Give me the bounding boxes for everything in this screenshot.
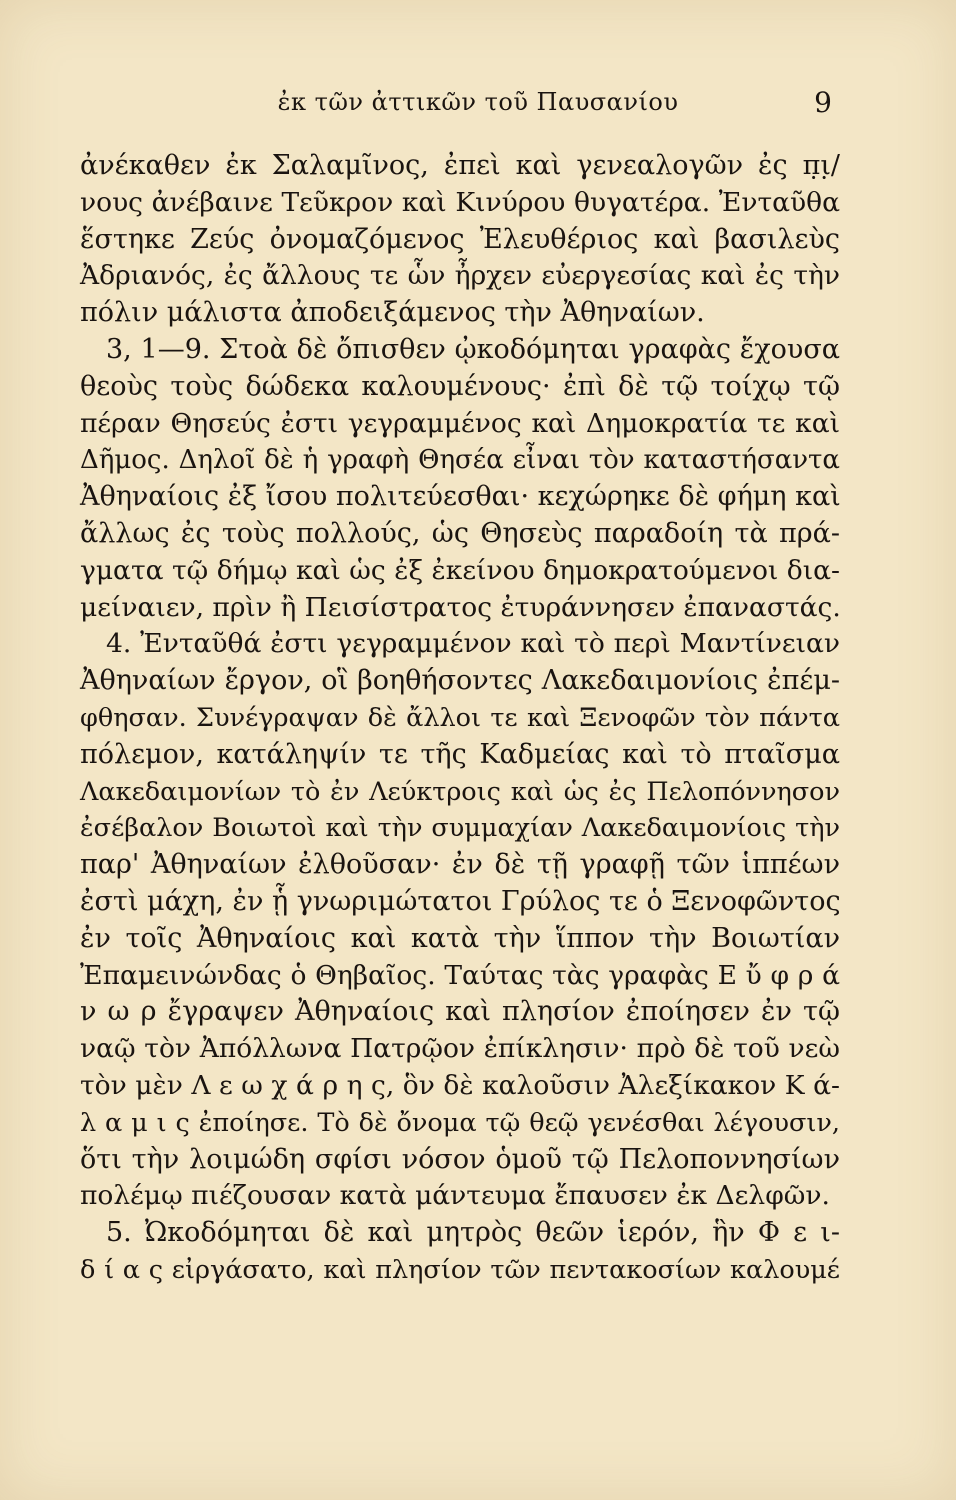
text-line: λ α μ ι ς ἐποίησε. Τὸ δὲ ὄνομα τῷ θεῷ γενέσθαι λέγουσιν, <box>80 1107 840 1138</box>
text-line: ναῷ τὸν Ἀπόλλωνα Πατρῷον ἐπίκλησιν· πρὸ δὲ τοῦ νεὼ <box>80 1033 840 1065</box>
text-line: Ἐπαμεινώνδας ὁ Θηβαῖος. Ταύτας τὰς γραφὰς Ε ὔ φ ρ ά <box>80 959 840 991</box>
text-line: ὅτι τὴν λοιμώδη σφίσι νόσον ὁμοῦ τῷ Πελοποννησίων <box>80 1143 840 1175</box>
page-header <box>0 88 956 128</box>
text-line: νους ἀνέβαινε Τεῦκρον καὶ Κινύρου θυγατέρα. Ἐνταῦθα <box>80 186 840 218</box>
text-line: γματα τῷ δήμῳ καὶ ὡς ἐξ ἐκείνου δημοκρατούμενοι δια- <box>80 554 840 586</box>
text-line: ἐστὶ μάχη, ἐν ᾗ γνωριμώτατοι Γρύλος τε ὁ Ξενοφῶντος <box>80 885 841 917</box>
text-line: 5. Ὠκοδόμηται δὲ καὶ μητρὸς θεῶν ἱερόν, ἣν Φ ε ι- <box>106 1217 840 1249</box>
text-line: ἀνέκαθεν ἐκ Σαλαμῖνος, ἐπεὶ καὶ γενεαλογῶν ἐς π̣ι̣/ <box>80 150 840 181</box>
page-number: 9 <box>814 86 832 119</box>
text-line: μείναιεν, πρὶν ἢ Πεισίστρατος ἐτυράννησεν ἐπαναστάς. <box>80 591 841 623</box>
text-line: ἐν τοῖς Ἀθηναίοις καὶ κατὰ τὴν ἵππον τὴν Βοιωτίαν <box>80 922 840 954</box>
text-line: πέραν Θησεύς ἐστι γεγραμμένος καὶ Δημοκρατία τε καὶ <box>80 407 840 439</box>
text-line: φθησαν. Συνέγραψαν δὲ ἄλλοι τε καὶ Ξενοφῶν τὸν πάντα <box>80 702 840 733</box>
running-title: ἐκ τῶν ἀττικῶν τοῦ Παυσανίου <box>277 88 679 116</box>
text-line: 4. Ἐνταῦθά ἐστι γεγραμμένον καὶ τὸ περὶ Μαντίνειαν <box>106 628 840 660</box>
text-line: ἄλλως ἐς τοὺς πολλούς, ὡς Θησεὺς παραδοίη τὰ πρά- <box>80 517 840 549</box>
text-body <box>80 148 840 1289</box>
text-line: Δῆμος. Δηλοῖ δὲ ἡ γραφὴ Θησέα εἶναι τὸν καταστήσαντα <box>80 445 840 476</box>
text-line: θεοὺς τοὺς δώδεκα καλουμένους· ἐπὶ δὲ τῷ τοίχῳ τῷ <box>80 370 840 402</box>
text-line: 3, 1—9. Στοὰ δὲ ὄπισθεν ᾠκοδόμηται γραφὰς ἔχουσα <box>106 333 840 365</box>
text-line: δ ί α ς εἰργάσατο, καὶ πλησίον τῶν πεντακοσίων καλουμέ <box>80 1254 840 1285</box>
text-line: ν ω ρ ἔγραψεν Ἀθηναίοις καὶ πλησίον ἐποίησεν ἐν τῷ <box>80 996 840 1028</box>
text-line: Λακεδαιμονίων τὸ ἐν Λεύκτροις καὶ ὡς ἐς Πελοπόννησον <box>80 776 840 807</box>
text-line: Ἀδριανός, ἐς ἄλλους τε ὧν ἦρχεν εὐεργεσίας καὶ ἐς τὴν <box>80 260 840 292</box>
text-line: τὸν μὲν Λ ε ω χ ά ρ η ς, ὃν δὲ καλοῦσιν Ἀλεξίκακον Κ ά- <box>80 1069 840 1101</box>
text-line: παρ' Ἀθηναίων ἐλθοῦσαν· ἐν δὲ τῇ γραφῇ τῶν ἱππέων <box>80 849 840 881</box>
text-line: πόλεμον, κατάληψίν τε τῆς Καδμείας καὶ τὸ πταῖσμα <box>80 738 840 770</box>
text-line: πολέμῳ πιέζουσαν κατὰ μάντευμα ἔπαυσεν ἐκ Δελφῶν. <box>80 1180 830 1212</box>
text-line: πόλιν μάλιστα ἀποδειξάμενος τὴν Ἀθηναίων. <box>80 297 705 329</box>
text-line: Ἀθηναίοις ἐξ ἴσου πολιτεύεσθαι· κεχώρηκε δὲ φήμη καὶ <box>80 481 841 513</box>
text-line: ἐσέβαλον Βοιωτοὶ καὶ τὴν συμμαχίαν Λακεδαιμονίοις τὴν <box>80 813 840 844</box>
text-line: ἕστηκε Ζεύς ὀνομαζόμενος Ἐλευθέριος καὶ βασιλεὺς <box>80 223 840 255</box>
text-line: Ἀθηναίων ἔργον, οἳ βοηθήσοντες Λακεδαιμονίοις ἐπέμ- <box>80 665 840 697</box>
